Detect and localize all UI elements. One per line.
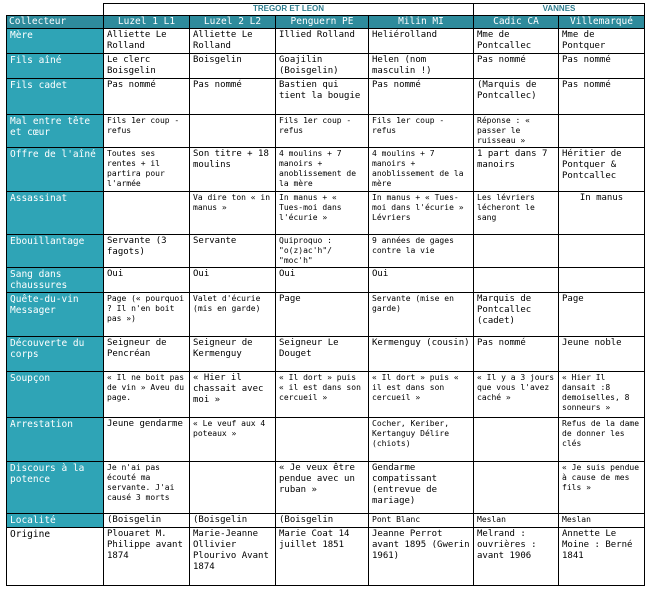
cell: Servante (mise en garde)	[369, 293, 474, 337]
cell	[474, 418, 559, 462]
cell: In manus + « Tues-moi dans l'écurie »	[276, 192, 369, 235]
cell: Seigneur de Pencréan	[104, 337, 190, 372]
table-row	[7, 528, 645, 586]
row-label-offre: Offre de l'aîné	[7, 148, 104, 192]
group-header-tregor: TREGOR ET LEON	[104, 4, 474, 16]
cell: (Boisgelin	[276, 514, 369, 528]
cell	[104, 192, 190, 235]
cell: « Il y a 3 jours que vous l'avez caché »	[474, 372, 559, 418]
cell: « Hier Il dansait :8 demoiselles, 8 sonneurs »	[559, 372, 645, 418]
cell: Pas nommé	[190, 79, 276, 115]
cell: 4 moulins + 7 manoirs + anoblissement de la mère	[369, 148, 474, 192]
group-header-vannes: VANNES	[474, 4, 645, 16]
cell: Réponse : « passer le ruisseau »	[474, 115, 559, 148]
cell: Annette Le Moine : Berné 1841	[559, 528, 645, 586]
cell: Marie Coat 14 juillet 1851	[276, 528, 369, 586]
cell: Plouaret M. Philippe avant 1874	[104, 528, 190, 586]
cell: Le clerc Boisgelin	[104, 54, 190, 79]
table-row	[7, 235, 645, 268]
cell: Kermenguy (cousin)	[369, 337, 474, 372]
row-label-soupcon: Soupçon	[7, 372, 104, 418]
table-row	[7, 372, 645, 418]
table-row	[7, 148, 645, 192]
cell: Melrand : ouvrières : avant 1906	[474, 528, 559, 586]
cell: Fils 1er coup - refus	[369, 115, 474, 148]
cell: 4 moulins + 7 manoirs + anoblissement de la mère	[276, 148, 369, 192]
cell	[190, 462, 276, 514]
cell: Pas nommé	[104, 79, 190, 115]
cell: Meslan	[559, 514, 645, 528]
cell: Marie-Jeanne Ollivier Plourivo Avant 1874	[190, 528, 276, 586]
cell: Goajilin (Boisgelin)	[276, 54, 369, 79]
row-label-ebouillantage: Ebouillantage	[7, 235, 104, 268]
cell: « Je veux être pendue avec un ruban »	[276, 462, 369, 514]
row-label-assassinat: Assassinat	[7, 192, 104, 235]
cell: Page	[559, 293, 645, 337]
table-row	[7, 54, 645, 79]
comparison-table	[6, 3, 645, 586]
column-header-row	[7, 16, 645, 29]
cell: Mme de Pontquer	[559, 29, 645, 54]
row-label-decouverte: Découverte du corps	[7, 337, 104, 372]
cell: Héritier de Pontquer & Pontcallec	[559, 148, 645, 192]
column-header-cadic: Cadic CA	[474, 16, 559, 29]
cell: Pas nommé	[559, 54, 645, 79]
cell: Gendarme compatissant (entrevue de mariage)	[369, 462, 474, 514]
cell: 9 années de gages contre la vie	[369, 235, 474, 268]
cell: Boisgelin	[190, 54, 276, 79]
cell: Je n'ai pas écouté ma servante. J'ai causé 3 morts	[104, 462, 190, 514]
cell: Illied Rolland	[276, 29, 369, 54]
cell: « Hier il chassait avec moi »	[190, 372, 276, 418]
cell: « Je suis pendue à cause de mes fils »	[559, 462, 645, 514]
cell: Oui	[369, 268, 474, 293]
cell: Page (« pourquoi ? Il n'en boit pas »)	[104, 293, 190, 337]
cell: Pas nommé	[559, 79, 645, 115]
row-label-arrestation: Arrestation	[7, 418, 104, 462]
table-row	[7, 192, 645, 235]
row-label-mal: Mal entre tête et cœur	[7, 115, 104, 148]
cell: Pas nommé	[369, 79, 474, 115]
column-header-luzel1: Luzel 1 L1	[104, 16, 190, 29]
cell: Fils 1er coup -refus	[104, 115, 190, 148]
column-header-luzel2: Luzel 2 L2	[190, 16, 276, 29]
cell: Servante	[190, 235, 276, 268]
cell: Alliette Le Rolland	[190, 29, 276, 54]
cell: (Boisgelin	[104, 514, 190, 528]
group-header-empty	[7, 4, 104, 16]
cell: « Il ne boit pas de vin » Aveu du page.	[104, 372, 190, 418]
row-label-fils-aine: Fils aîné	[7, 54, 104, 79]
cell: Page	[276, 293, 369, 337]
row-label-quete: Quête-du-vin Messager	[7, 293, 104, 337]
table-row	[7, 79, 645, 115]
cell: Pont Blanc	[369, 514, 474, 528]
cell	[474, 462, 559, 514]
cell	[559, 115, 645, 148]
cell: Marquis de Pontcallec (cadet)	[474, 293, 559, 337]
cell: (Marquis de Pontcallec)	[474, 79, 559, 115]
cell: Seigneur Le Douget	[276, 337, 369, 372]
row-label-mere: Mère	[7, 29, 104, 54]
cell	[276, 418, 369, 462]
cell: Toutes ses rentes + il partira pour l'armée	[104, 148, 190, 192]
cell: (Boisgelin	[190, 514, 276, 528]
cell: Servante (3 fagots)	[104, 235, 190, 268]
cell: Mme de Pontcallec	[474, 29, 559, 54]
cell: Fils 1er coup - refus	[276, 115, 369, 148]
cell: « Il dort » puis « il est dans son cercueil »	[369, 372, 474, 418]
cell: Meslan	[474, 514, 559, 528]
cell: Alliette Le Rolland	[104, 29, 190, 54]
cell: Seigneur de Kermenguy	[190, 337, 276, 372]
table-row	[7, 29, 645, 54]
cell: Les lévriers lécheront le sang	[474, 192, 559, 235]
cell: Oui	[276, 268, 369, 293]
table-row	[7, 418, 645, 462]
cell: 1 part dans 7 manoirs	[474, 148, 559, 192]
cell	[190, 115, 276, 148]
cell: Va dire ton « in manus »	[190, 192, 276, 235]
column-header-milin: Milin MI	[369, 16, 474, 29]
cell: Bastien qui tient la bougie	[276, 79, 369, 115]
cell: Jeune noble	[559, 337, 645, 372]
cell	[474, 268, 559, 293]
cell: Jeanne Perrot avant 1895 (Gwerin 1961)	[369, 528, 474, 586]
column-header-penguern: Penguern PE	[276, 16, 369, 29]
column-header-villemarque: Villemarqué	[559, 16, 645, 29]
cell: « Il dort » puis « il est dans son cercueil »	[276, 372, 369, 418]
table-row	[7, 462, 645, 514]
cell: In manus + « Tues-moi dans l'écurie » Lévriers	[369, 192, 474, 235]
cell: Son titre + 18 moulins	[190, 148, 276, 192]
table-row	[7, 293, 645, 337]
cell: Jeune gendarme	[104, 418, 190, 462]
cell: Cocher, Keriber, Kertanguy Délire (chiots)	[369, 418, 474, 462]
cell	[559, 235, 645, 268]
row-label-localite: Localité	[7, 514, 104, 528]
cell	[559, 268, 645, 293]
table-row	[7, 514, 645, 528]
table-row	[7, 337, 645, 372]
row-label-fils-cadet: Fils cadet	[7, 79, 104, 115]
comparison-table-container	[6, 3, 645, 586]
table-row	[7, 115, 645, 148]
cell: Heliérolland	[369, 29, 474, 54]
cell: « Le veuf aux 4 poteaux »	[190, 418, 276, 462]
cell: Pas nommé	[474, 54, 559, 79]
cell	[474, 235, 559, 268]
row-label-discours: Discours à la potence	[7, 462, 104, 514]
cell: Oui	[104, 268, 190, 293]
row-label-sang: Sang dans chaussures	[7, 268, 104, 293]
row-label-origine: Origine	[7, 528, 104, 586]
cell: Helen (nom masculin !)	[369, 54, 474, 79]
cell: Pas nommé	[474, 337, 559, 372]
cell: Oui	[190, 268, 276, 293]
group-header-row	[7, 4, 645, 16]
cell: Valet d'écurie (mis en garde)	[190, 293, 276, 337]
cell: Refus de la dame de donner les clés	[559, 418, 645, 462]
cell: Quiproquo : "o(z)ac'h"/ "moc'h"	[276, 235, 369, 268]
column-header-collecteur: Collecteur	[7, 16, 104, 29]
table-row	[7, 268, 645, 293]
cell: In manus	[559, 192, 645, 235]
